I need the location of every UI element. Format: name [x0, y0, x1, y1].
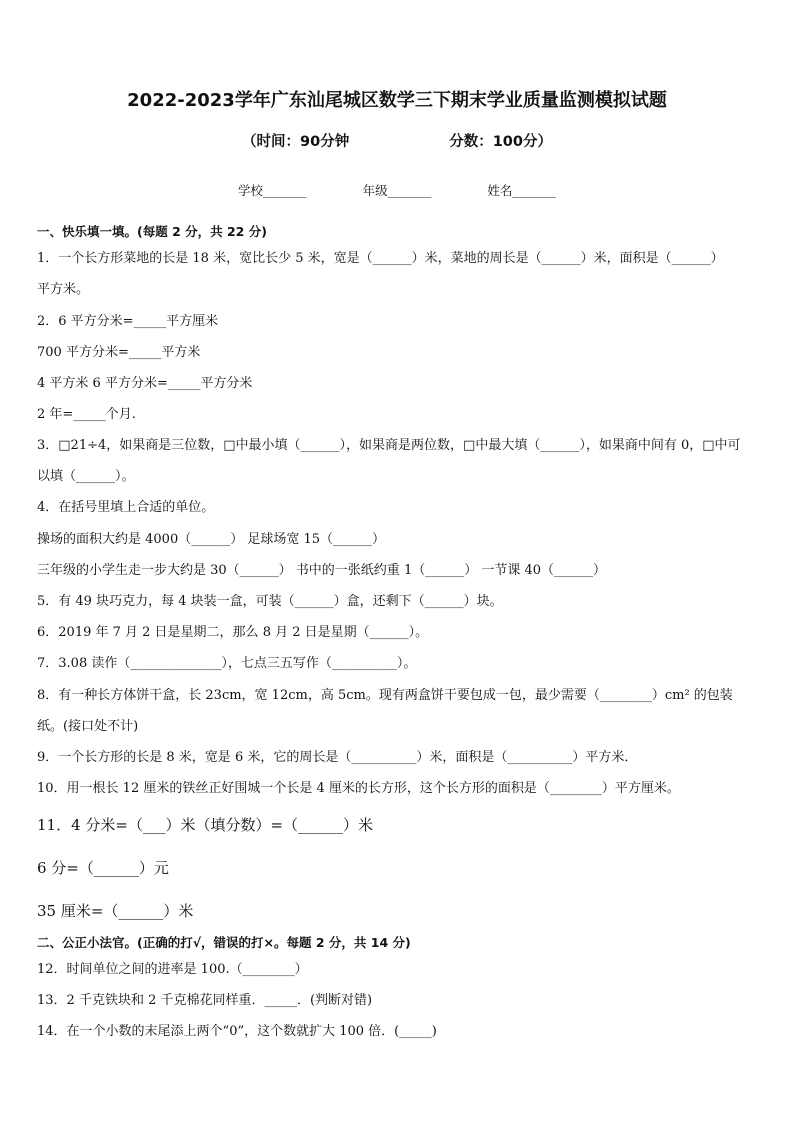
question-6: 6．2019 年 7 月 2 日是星期二，那么 8 月 2 日是星期（______）。 — [37, 625, 429, 640]
question-11-c: 35 厘米=（______）米 — [37, 902, 194, 920]
question-2-d: 2 年=_____个月. — [37, 407, 136, 422]
name-field[interactable]: 姓名_______ — [487, 183, 557, 198]
question-11-b: 6 分=（______）元 — [37, 859, 169, 877]
school-field[interactable]: 学校_______ — [237, 183, 307, 198]
question-12: 12．时间单位之间的进率是 100.（________） — [37, 962, 308, 977]
time-limit: （时间：90分钟 — [242, 134, 350, 150]
question-3: 3．□21÷4，如果商是三位数，□中最小填（______），如果商是两位数，□中最大填（______），如果商中间有 0，□中可 — [37, 438, 741, 453]
question-8-cont: 纸。(接口处不计) — [37, 719, 139, 734]
question-4-b: 操场的面积大约是 4000（______） 足球场宽 15（______） — [37, 532, 386, 547]
exam-title: 2022-2023学年广东汕尾城区数学三下期末学业质量监测模拟试题 — [127, 90, 667, 111]
question-14: 14．在一个小数的末尾添上两个“0”，这个数就扩大 100 倍．(_____) — [37, 1024, 437, 1039]
question-1-cont: 平方米。 — [37, 282, 90, 297]
student-info-row — [0, 181, 794, 199]
question-5: 5．有 49 块巧克力，每 4 块装一盒，可装（______）盒，还剩下（______）块。 — [37, 594, 503, 609]
question-9: 9．一个长方形的长是 8 米，宽是 6 米，它的周长是（__________）米，面积是（__________）平方米． — [37, 750, 638, 765]
question-13: 13．2 千克铁块和 2 千克棉花同样重．_____．(判断对错) — [37, 993, 373, 1008]
question-7: 7．3.08 读作（______________），七点三五写作（__________）。 — [37, 656, 417, 671]
section-2-heading: 二、公正小法官。(正确的打√，错误的打×。每题 2 分，共 14 分) — [37, 935, 411, 950]
question-11: 11．4 分米=（___）米（填分数）=（______）米 — [37, 816, 374, 834]
question-2: 2．6 平方分米=_____平方厘米 — [37, 314, 219, 329]
question-3-cont: 以填（______）。 — [37, 469, 135, 484]
question-8: 8．有一种长方体饼干盒，长 23cm，宽 12cm，高 5cm。现有两盒饼干要包成一包，最少需要（________）cm² 的包装 — [37, 688, 733, 703]
question-2-c: 4 平方米 6 平方分米=_____平方分米 — [37, 376, 253, 391]
total-score: 分数：100分） — [449, 134, 552, 150]
section-1-heading: 一、快乐填一填。(每题 2 分，共 22 分) — [37, 224, 267, 239]
question-1: 1．一个长方形菜地的长是 18 米，宽比长少 5 米，宽是（______）米，菜地的周长是（______）米，面积是（______） — [37, 251, 724, 266]
exam-subtitle — [0, 130, 794, 151]
grade-field[interactable]: 年级_______ — [362, 183, 432, 198]
question-10: 10．用一根长 12 厘米的铁丝正好围城一个长是 4 厘米的长方形，这个长方形的面积是（________）平方厘米。 — [37, 781, 680, 796]
question-4: 4．在括号里填上合适的单位。 — [37, 500, 215, 515]
question-2-b: 700 平方分米=_____平方米 — [37, 345, 201, 360]
question-4-c: 三年级的小学生走一步大约是 30（______） 书中的一张纸约重 1（______） 一节课 40（______） — [37, 563, 607, 578]
